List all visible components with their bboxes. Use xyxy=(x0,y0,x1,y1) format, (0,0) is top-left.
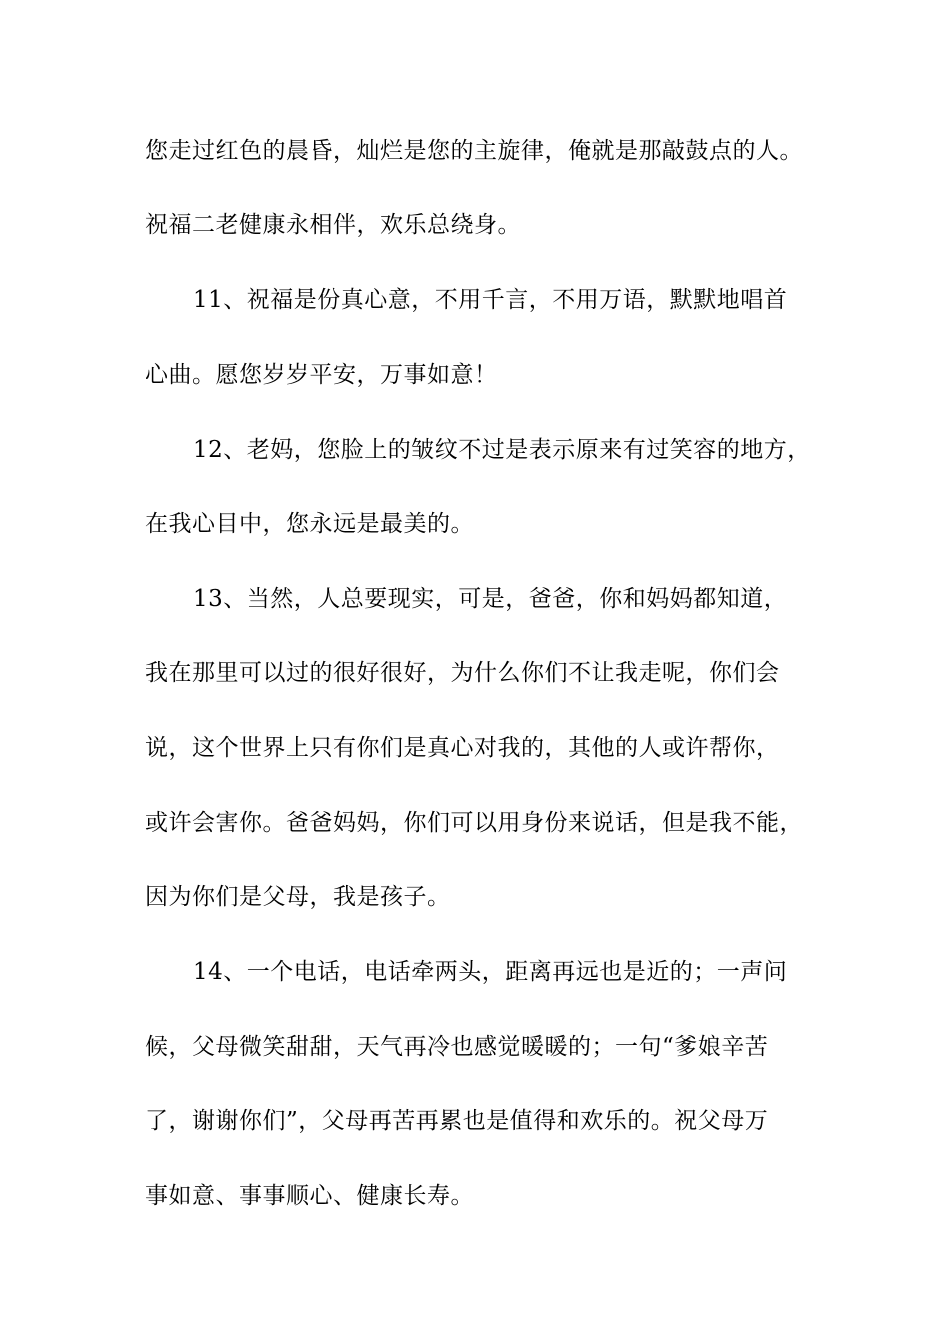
text-line: 说，这个世界上只有你们是真心对我的，其他的人或许帮你， xyxy=(145,735,780,761)
text-line: 候，父母微笑甜甜，天气再冷也感觉暖暖的；一句“爹娘辛苦 xyxy=(145,1034,769,1060)
paragraph-14-start: 14、一个电话，电话牵两头，距离再远也是近的；一声问 xyxy=(193,959,788,985)
text-line: 您走过红色的晨昏，灿烂是您的主旋律，俺就是那敲鼓点的人。 xyxy=(145,138,803,164)
text-line: 了，谢谢你们”，父母再苦再累也是值得和欢乐的。祝父母万 xyxy=(145,1108,769,1134)
text-line: 在我心目中，您永远是最美的。 xyxy=(145,511,474,537)
paragraph-11-start: 11、祝福是份真心意，不用千言，不用万语，默默地唱首 xyxy=(193,287,788,313)
text-line: 因为你们是父母，我是孩子。 xyxy=(145,884,451,910)
text-line: 或许会害你。爸爸妈妈，你们可以用身份来说话，但是我不能， xyxy=(145,810,803,836)
text-line: 心曲。愿您岁岁平安，万事如意！ xyxy=(145,362,498,388)
paragraph-12-start: 12、老妈，您脸上的皱纹不过是表示原来有过笑容的地方， xyxy=(193,437,811,463)
text-line: 事如意、事事顺心、健康长寿。 xyxy=(145,1183,474,1209)
text-line: 祝福二老健康永相伴，欢乐总绕身。 xyxy=(145,212,521,238)
paragraph-13-start: 13、当然，人总要现实，可是，爸爸，你和妈妈都知道， xyxy=(193,586,788,612)
text-line: 我在那里可以过的很好很好，为什么你们不让我走呢，你们会 xyxy=(145,660,780,686)
